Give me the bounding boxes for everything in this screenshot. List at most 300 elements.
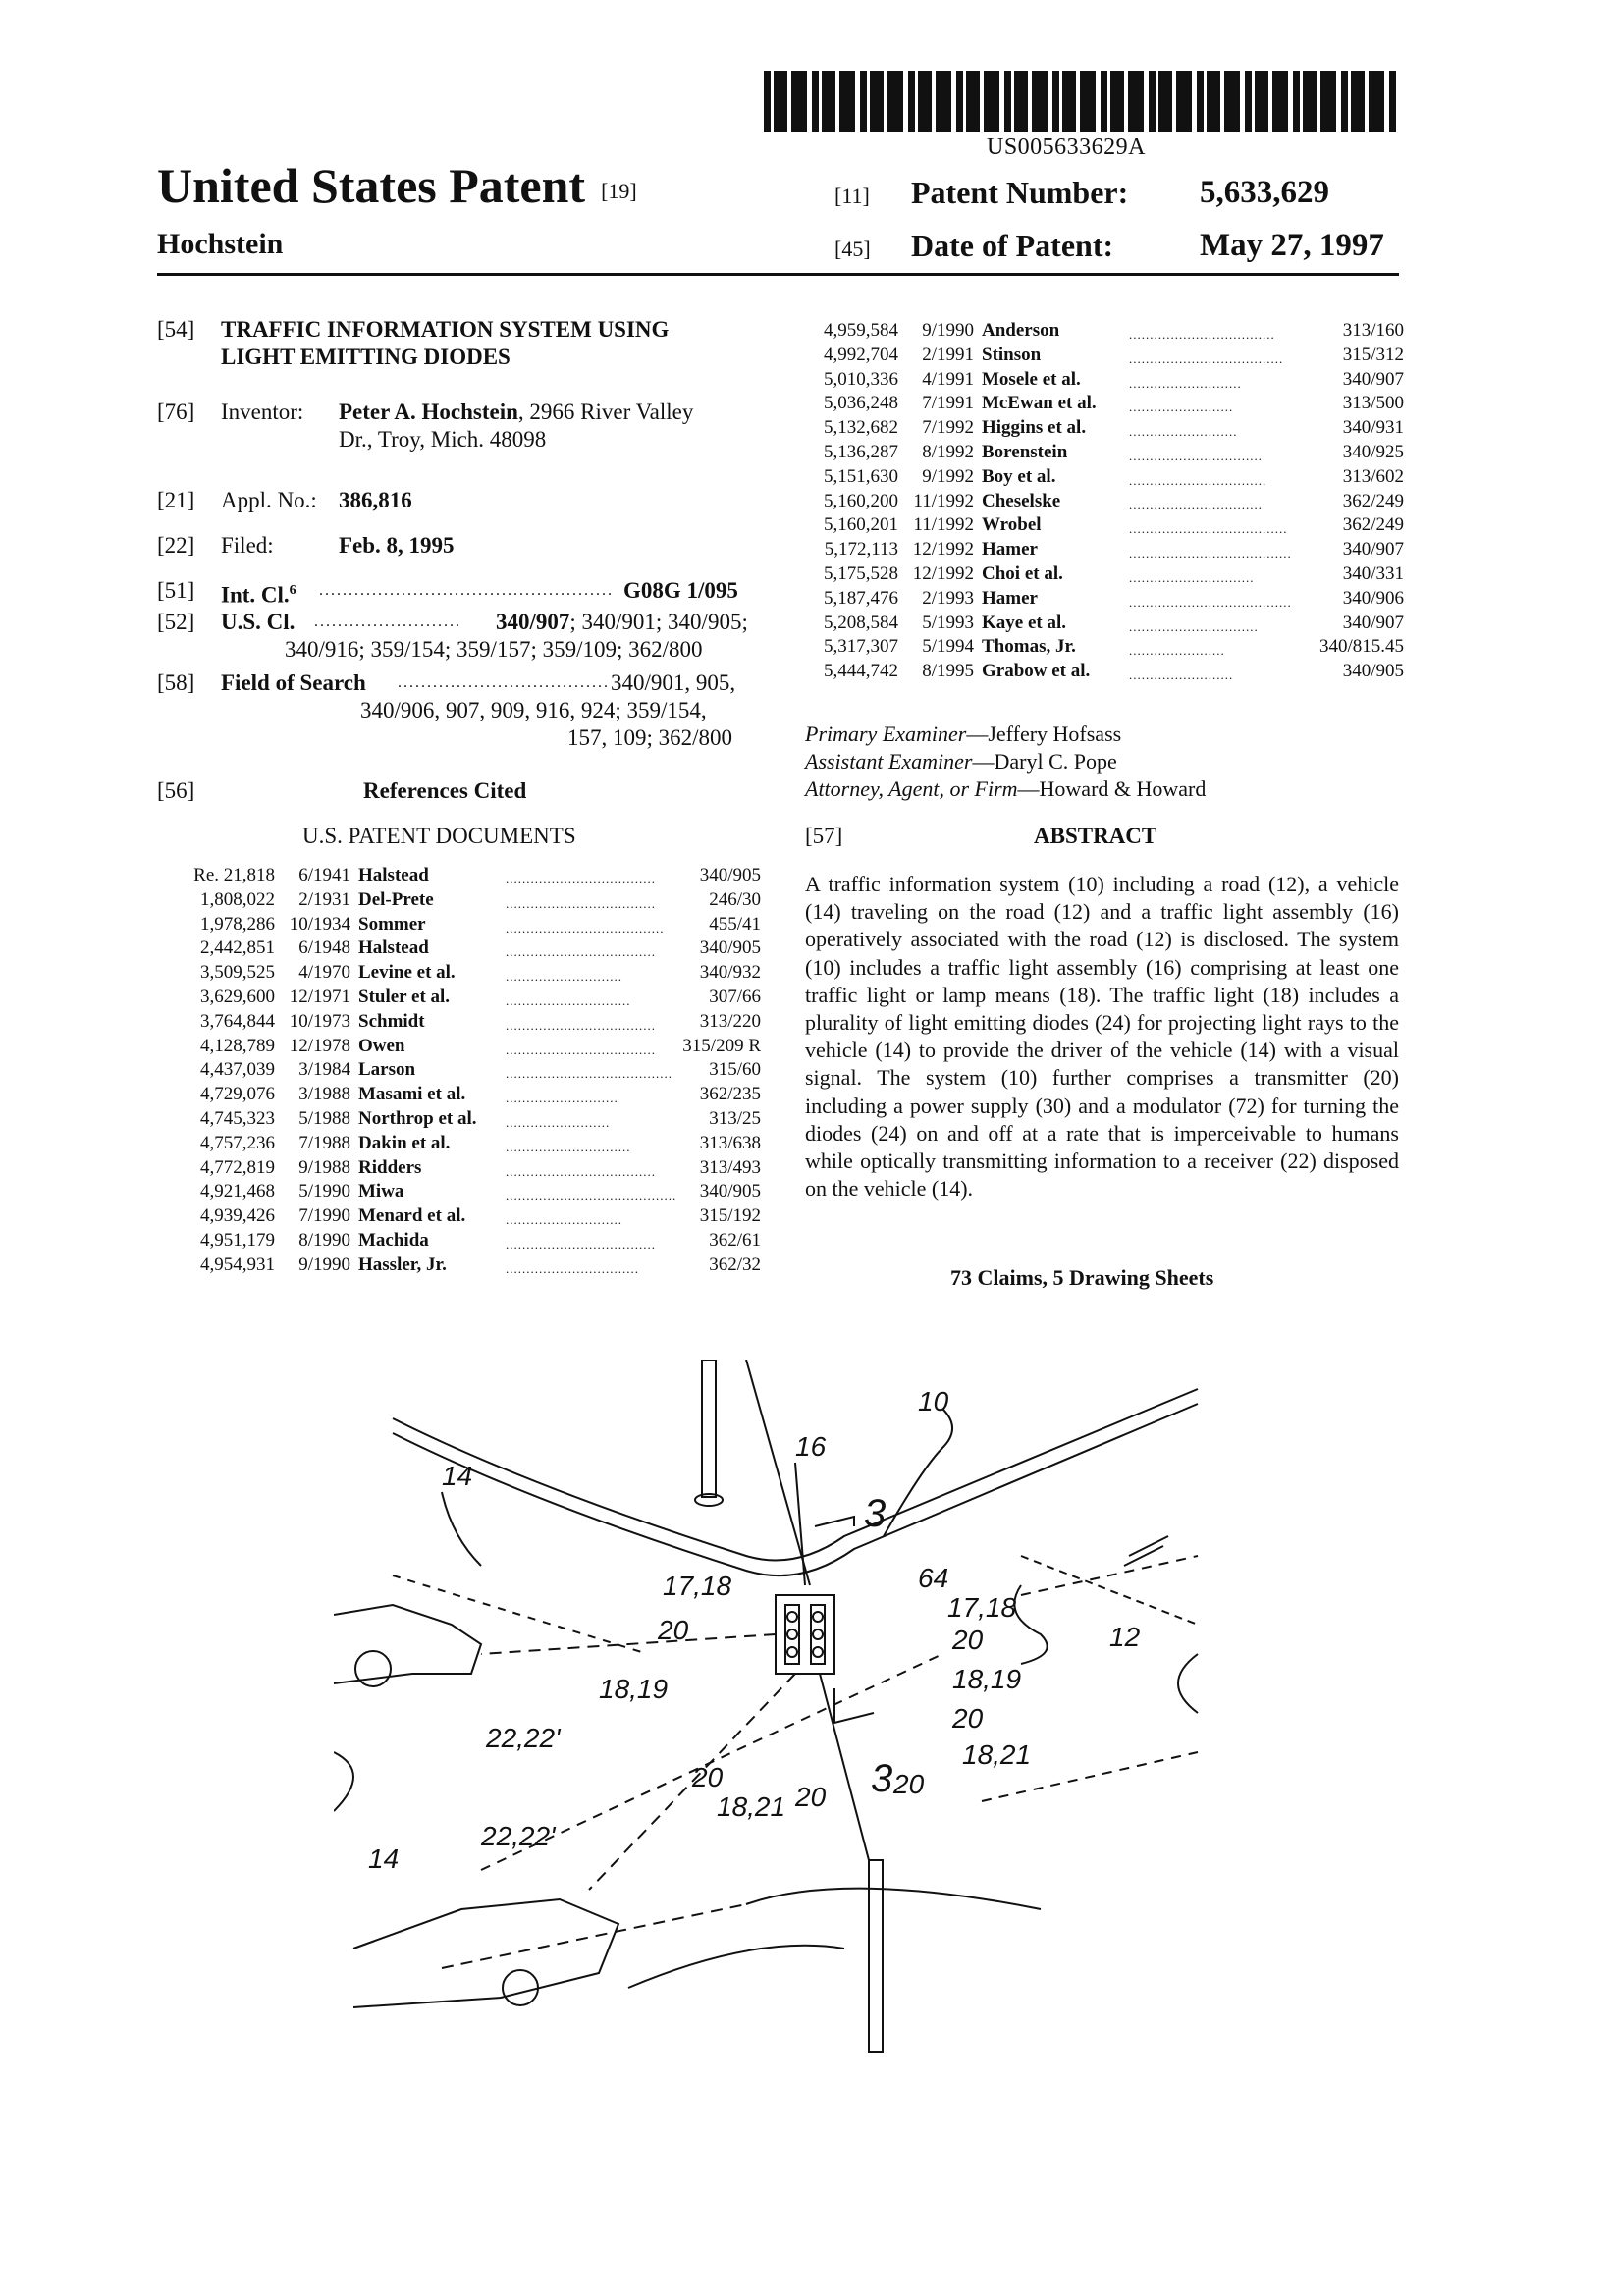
leader-10 — [884, 1409, 952, 1536]
ref-left-patent-no: 4,939,426 — [200, 1205, 275, 1227]
ref-right-class: 362/249 — [1342, 514, 1404, 536]
ref-right-row — [805, 562, 1404, 586]
patent-title — [157, 157, 637, 214]
us-cl-line2: 340/916; 359/154; 359/157; 359/109; 362/800 — [285, 637, 703, 662]
label-3-lower: 3 — [871, 1757, 893, 1800]
ref-right-class: 313/160 — [1342, 320, 1404, 341]
attorney — [805, 775, 1206, 803]
ref-right-date: 4/1991 — [922, 368, 974, 390]
ref-left-dots: .................................... — [506, 1237, 656, 1252]
ref-right-row — [805, 319, 1404, 343]
ref-left-inventor: Stuler et al. — [358, 987, 451, 1007]
assistant-examiner — [805, 748, 1117, 775]
ref-left-dots: ............................ — [506, 969, 622, 985]
ref-right-inventor: Cheselske — [982, 490, 1061, 511]
road-curb-lower-2 — [628, 1946, 844, 1988]
ref-left-row — [182, 1229, 761, 1253]
label-18-19-right: 18,19 — [952, 1664, 1022, 1694]
ref-right-dots: ................................ — [1129, 449, 1263, 463]
ref-right-row — [805, 612, 1404, 635]
section-marker-lower — [834, 1688, 874, 1723]
ref-left-date: 9/1990 — [298, 1254, 350, 1275]
ref-right-row — [805, 416, 1404, 440]
ref-left-class: 340/905 — [699, 865, 761, 885]
int-cl-label-text: Int. Cl. — [221, 582, 290, 608]
ref-left-dots: ............................ — [506, 1212, 622, 1228]
ref-right-dots: ....................................... — [1129, 546, 1292, 561]
search-dots: .................................... — [398, 674, 610, 691]
appl-number: 386,816 — [339, 488, 412, 512]
ref-right-class: 340/925 — [1342, 442, 1404, 462]
ref-right-inventor: Anderson — [982, 320, 1060, 341]
ref-left-class: 340/905 — [699, 1181, 761, 1202]
ref-right-date: 2/1991 — [922, 344, 974, 365]
label-12: 12 — [1109, 1622, 1141, 1652]
appl-field — [157, 487, 766, 516]
ref-right-dots: ..................................... — [1129, 350, 1284, 366]
road-curb-lower — [746, 1889, 1041, 1909]
us-cl-code: [52] — [157, 610, 195, 634]
refs-heading: References Cited — [363, 778, 527, 803]
filed-field — [157, 532, 766, 561]
ref-left-row — [182, 1083, 761, 1106]
ref-left-class: 313/493 — [699, 1156, 761, 1178]
ref-left-class: 315/192 — [699, 1205, 761, 1227]
ref-left-dots: .................................... — [506, 1041, 656, 1057]
patent-number-row — [834, 175, 1404, 214]
ref-left-class: 362/235 — [699, 1084, 761, 1105]
filed-label: Filed: — [221, 533, 274, 558]
ref-right-date: 7/1991 — [922, 393, 974, 414]
ref-right-row — [805, 635, 1404, 659]
search-line2: 340/906, 907, 909, 916, 924; 359/154, — [360, 698, 707, 722]
ref-left-inventor: Miwa — [358, 1181, 404, 1202]
filed-code: [22] — [157, 533, 195, 558]
label-64: 64 — [918, 1563, 949, 1593]
ref-left-class: 313/220 — [699, 1010, 761, 1032]
ref-right-patent-no: 5,175,528 — [824, 563, 898, 584]
primary-examiner-name: —Jeffery Hofsass — [966, 721, 1122, 746]
ref-right-dots: ........................... — [1129, 375, 1242, 391]
title-field-code: [54] — [157, 317, 195, 342]
label-20-right-3: 20 — [893, 1769, 925, 1799]
claims-summary: 73 Claims, 5 Drawing Sheets — [950, 1265, 1214, 1290]
ref-left-class: 362/32 — [709, 1254, 761, 1275]
section-marker-upper — [815, 1517, 854, 1526]
ref-left-row — [182, 1058, 761, 1082]
ref-right-row — [805, 660, 1404, 683]
ref-right-row — [805, 513, 1404, 537]
ref-left-patent-no: 3,629,600 — [200, 987, 275, 1007]
ref-right-date: 5/1994 — [922, 636, 974, 658]
leader-12 — [1014, 1585, 1047, 1664]
ref-right-class: 340/815.45 — [1318, 636, 1404, 658]
ref-left-class: 362/61 — [709, 1230, 761, 1251]
patent-number-code: [11] — [834, 184, 870, 208]
ref-left-patent-no: 1,808,022 — [200, 888, 275, 910]
ref-right-patent-no: 5,172,113 — [824, 539, 898, 561]
ref-right-row — [805, 490, 1404, 513]
patent-number-label: Patent Number: — [911, 175, 1129, 210]
assistant-examiner-label: Assistant Examiner — [805, 749, 973, 774]
ref-left-patent-no: 4,757,236 — [200, 1132, 275, 1153]
ref-left-dots: ......................... — [506, 1115, 611, 1130]
ref-right-date: 9/1990 — [922, 320, 974, 341]
ref-right-dots: ................................... — [1129, 327, 1275, 342]
ref-right-date: 2/1993 — [922, 587, 974, 609]
lane-line-2 — [393, 1575, 648, 1654]
signal-ray-1 — [481, 1634, 776, 1654]
ref-right-row — [805, 344, 1404, 367]
ref-right-date: 11/1992 — [913, 490, 974, 511]
ref-right-patent-no: 5,160,200 — [824, 490, 898, 511]
label-20-lower: 20 — [795, 1782, 827, 1812]
ref-right-inventor: Kaye et al. — [982, 612, 1067, 633]
ref-right-inventor: Wrobel — [982, 514, 1042, 536]
ref-left-row — [182, 1107, 761, 1131]
mast-wire-2 — [820, 1674, 869, 1860]
ref-right-dots: ....................................... — [1129, 594, 1292, 610]
ref-left-patent-no: 4,951,179 — [200, 1230, 275, 1251]
label-18-21-right: 18,21 — [962, 1739, 1032, 1770]
ref-right-date: 11/1992 — [913, 514, 974, 536]
ref-right-patent-no: 5,036,248 — [824, 393, 898, 414]
ref-right-class: 340/907 — [1342, 368, 1404, 390]
ref-left-row — [182, 1132, 761, 1155]
ref-left-dots: .............................. — [506, 993, 631, 1008]
ref-left-date: 7/1990 — [298, 1205, 350, 1227]
int-cl-code: [51] — [157, 578, 195, 603]
abstract-text: A traffic information system (10) including a road (12), a vehicle (14) traveling on the road (12) and a traffic light assembly (16) operatively associated with the road (12) is disclosed. The system (10) includes a traffic light assembly (16) comprising at least one traffic light or lamp means (18). The traffic light (18) includes a plurality of light emitting diodes (24) for projecting light rays to the vehicle (14) to provide the driver of the vehicle (14) with a visual signal. The system (10) further comprises a transmitter (20) including a power supply (30) and a modulator (72) for turning the diodes (24) on and off at a rate that is imperceivable to humans while optically transmitting information to a receiver (22) disposed on the vehicle (14). — [805, 872, 1399, 1201]
ref-right-patent-no: 5,132,682 — [824, 417, 898, 439]
ref-left-dots: .................................... — [506, 944, 656, 960]
label-20-right-2: 20 — [952, 1703, 984, 1734]
ref-left-patent-no: 2,442,851 — [200, 937, 275, 959]
vehicle-lower — [353, 1899, 618, 2007]
ref-right-inventor: Stinson — [982, 344, 1042, 365]
ref-left-inventor: Menard et al. — [358, 1205, 466, 1227]
ref-right-inventor: Thomas, Jr. — [982, 636, 1076, 658]
title-line-1: TRAFFIC INFORMATION SYSTEM USING — [221, 317, 670, 342]
ref-left-class: 313/25 — [709, 1108, 761, 1129]
int-cl-label — [221, 577, 296, 610]
date-value: May 27, 1997 — [1200, 228, 1384, 263]
ref-right-row — [805, 392, 1404, 415]
ref-left-inventor: Hassler, Jr. — [358, 1254, 447, 1275]
ref-left-row — [182, 961, 761, 985]
ref-left-inventor: Owen — [358, 1035, 405, 1056]
ref-left-date: 8/1990 — [298, 1230, 350, 1251]
ref-left-row — [182, 913, 761, 936]
label-17-18-left: 17,18 — [663, 1571, 732, 1601]
label-22-22-lower: 22,22' — [481, 1821, 556, 1851]
ref-left-date: 5/1988 — [298, 1108, 350, 1129]
ref-right-row — [805, 368, 1404, 392]
ref-right-class: 313/500 — [1342, 393, 1404, 414]
references-right — [805, 319, 1404, 702]
ref-left-patent-no: 4,921,468 — [200, 1181, 275, 1202]
ref-left-date: 6/1948 — [298, 937, 350, 959]
abstract-code: [57] — [805, 824, 843, 848]
int-cl-sup: 6 — [289, 583, 296, 598]
curb-right — [1178, 1654, 1198, 1713]
ref-left-patent-no: 4,128,789 — [200, 1035, 275, 1056]
ref-left-date: 5/1990 — [298, 1181, 350, 1202]
ref-left-date: 3/1988 — [298, 1084, 350, 1105]
ref-right-class: 362/249 — [1342, 490, 1404, 511]
ref-left-patent-no: 4,437,039 — [200, 1059, 275, 1081]
ref-right-inventor: Higgins et al. — [982, 417, 1087, 439]
ref-left-date: 3/1984 — [298, 1059, 350, 1081]
ref-right-class: 340/931 — [1342, 417, 1404, 439]
int-cl-dots: .................................................. — [319, 582, 614, 599]
label-20-left-2: 20 — [692, 1762, 724, 1792]
patent-title-text: United States Patent — [157, 158, 586, 213]
ref-left-inventor: Masami et al. — [358, 1084, 466, 1105]
ref-left-row — [182, 1156, 761, 1180]
ref-right-dots: ................................. — [1129, 472, 1267, 488]
ref-left-date: 12/1978 — [289, 1035, 350, 1056]
ref-right-class: 340/906 — [1342, 587, 1404, 609]
us-cl-label: U.S. Cl. — [221, 610, 296, 634]
header-rule — [157, 273, 1399, 276]
ref-right-date: 8/1992 — [922, 442, 974, 462]
ref-right-row — [805, 465, 1404, 489]
ref-right-patent-no: 5,151,630 — [824, 465, 898, 487]
ref-left-inventor: Ridders — [358, 1156, 422, 1178]
ref-right-date: 12/1992 — [912, 539, 974, 561]
ref-right-patent-no: 5,010,336 — [824, 368, 898, 390]
ref-left-dots: .................................... — [506, 1017, 656, 1033]
ref-left-dots: .............................. — [506, 1139, 631, 1154]
inventor-address-1: , 2966 River Valley — [517, 400, 694, 424]
ref-left-inventor: Schmidt — [358, 1010, 425, 1032]
ref-right-class: 340/905 — [1342, 661, 1404, 682]
ref-right-dots: ....................... — [1129, 643, 1225, 659]
inventor-field-code: [76] — [157, 400, 195, 424]
ref-left-date: 6/1941 — [298, 865, 350, 885]
ref-right-row — [805, 587, 1404, 611]
ref-left-date: 9/1988 — [298, 1156, 350, 1178]
ref-right-patent-no: 5,317,307 — [824, 636, 898, 658]
label-3-upper: 3 — [864, 1492, 887, 1535]
curb-left — [334, 1752, 353, 1811]
ref-left-patent-no: 3,509,525 — [200, 962, 275, 984]
ref-right-patent-no: 5,444,742 — [824, 661, 898, 682]
ref-left-inventor: Halstead — [358, 937, 429, 959]
ref-left-date: 7/1988 — [298, 1132, 350, 1153]
document-number: US005633629A — [987, 134, 1147, 160]
ref-right-patent-no: 5,208,584 — [824, 612, 898, 633]
abstract-heading-row — [805, 823, 1404, 852]
us-cl-field — [157, 609, 766, 667]
ref-right-inventor: Choi et al. — [982, 563, 1063, 584]
ref-left-row — [182, 936, 761, 960]
ref-left-inventor: Machida — [358, 1230, 429, 1251]
patent-number-value: 5,633,629 — [1200, 175, 1329, 210]
attorney-name: —Howard & Howard — [1017, 776, 1207, 801]
ref-left-dots: ........................... — [506, 1091, 618, 1106]
label-18-21-left: 18,21 — [717, 1791, 786, 1822]
ref-left-date: 4/1970 — [298, 962, 350, 984]
ref-right-dots: .............................. — [1129, 570, 1255, 585]
primary-examiner — [805, 721, 1121, 748]
ref-right-dots: ............................... — [1129, 618, 1259, 634]
label-16: 16 — [795, 1431, 827, 1462]
leader-14a — [442, 1492, 481, 1566]
ref-right-class: 340/907 — [1342, 539, 1404, 561]
ref-left-inventor: Larson — [358, 1059, 416, 1081]
ref-left-row — [182, 1204, 761, 1228]
vehicle-lower-wheel — [503, 1970, 538, 2005]
ref-right-date: 7/1992 — [922, 417, 974, 439]
ref-left-row — [182, 986, 761, 1009]
ref-left-patent-no: 3,764,844 — [200, 1010, 275, 1032]
ref-right-inventor: Borenstein — [982, 442, 1068, 462]
field-of-search — [157, 669, 766, 758]
ref-left-dots: ................................ — [506, 1260, 639, 1276]
ref-right-inventor: Hamer — [982, 587, 1038, 609]
appl-code: [21] — [157, 488, 195, 512]
ref-right-patent-no: 5,136,287 — [824, 442, 898, 462]
patent-title-code: [19] — [601, 178, 637, 203]
ref-right-inventor: McEwan et al. — [982, 393, 1097, 414]
inventor-label: Inventor: — [221, 400, 304, 424]
patent-drawing — [334, 1360, 1257, 2125]
ref-left-dots: ......................................... — [506, 1188, 677, 1203]
label-22-22-upper: 22,22' — [486, 1723, 561, 1753]
ref-left-date: 2/1931 — [298, 888, 350, 910]
ref-left-class: 315/60 — [709, 1059, 761, 1081]
title-line-2: LIGHT EMITTING DIODES — [221, 345, 511, 369]
ref-left-date: 10/1934 — [289, 913, 350, 934]
label-18-19-left: 18,19 — [599, 1674, 669, 1704]
attorney-label: Attorney, Agent, or Firm — [805, 776, 1018, 801]
inventor-surname: Hochstein — [157, 228, 284, 260]
ref-left-date: 12/1971 — [289, 987, 350, 1007]
barcode — [764, 71, 1397, 132]
primary-examiner-label: Primary Examiner — [805, 721, 967, 746]
ref-right-patent-no: 4,959,584 — [824, 320, 898, 341]
ref-right-patent-no: 4,992,704 — [824, 344, 898, 365]
ref-left-row — [182, 1180, 761, 1203]
ref-left-dots: ........................................ — [506, 1066, 672, 1082]
label-14-upper: 14 — [442, 1461, 473, 1491]
int-cl-value: G08G 1/095 — [623, 578, 738, 603]
ref-left-patent-no: 4,772,819 — [200, 1156, 275, 1178]
ref-left-class: 455/41 — [709, 913, 761, 934]
inventor-name: Peter A. Hochstein — [339, 400, 518, 424]
us-docs-heading-row — [157, 823, 766, 852]
ref-right-dots: ...................................... — [1129, 521, 1288, 537]
lane-line-3 — [1021, 1556, 1198, 1595]
ref-right-inventor: Hamer — [982, 539, 1038, 561]
ref-left-class: 340/905 — [699, 937, 761, 959]
pole-upper — [702, 1360, 716, 1497]
ref-left-row — [182, 1254, 761, 1277]
ref-left-row — [182, 1010, 761, 1034]
ref-right-class: 315/312 — [1342, 344, 1404, 365]
filed-date: Feb. 8, 1995 — [339, 533, 455, 558]
search-label: Field of Search — [221, 670, 366, 695]
ref-left-inventor: Dakin et al. — [358, 1132, 451, 1153]
label-10: 10 — [918, 1386, 949, 1416]
date-label: Date of Patent: — [911, 228, 1114, 263]
ref-right-date: 12/1992 — [912, 563, 974, 584]
ref-right-class: 340/907 — [1342, 612, 1404, 633]
ref-right-date: 5/1993 — [922, 612, 974, 633]
ref-left-class: 246/30 — [709, 888, 761, 910]
abstract-heading: ABSTRACT — [1034, 824, 1157, 848]
us-cl-rest: ; 340/901; 340/905; — [569, 610, 748, 634]
leader-16 — [795, 1463, 805, 1585]
ref-left-date: 10/1973 — [289, 1010, 350, 1032]
us-cl-primary: 340/907 — [496, 610, 570, 634]
ref-right-class: 313/602 — [1342, 465, 1404, 487]
ref-left-row — [182, 888, 761, 912]
mast-wire-1 — [746, 1360, 810, 1585]
ref-right-dots: ......................... — [1129, 400, 1234, 415]
search-line1: 340/901, 905, — [611, 670, 736, 695]
ref-right-row — [805, 441, 1404, 464]
ref-right-patent-no: 5,187,476 — [824, 587, 898, 609]
ref-left-inventor: Sommer — [358, 913, 426, 934]
label-14-lower: 14 — [368, 1843, 400, 1874]
appl-label: Appl. No.: — [221, 488, 317, 512]
date-code: [45] — [834, 237, 871, 261]
pole-upper-base — [695, 1494, 723, 1506]
ref-left-inventor: Halstead — [358, 865, 429, 885]
label-17-18-right: 17,18 — [947, 1592, 1017, 1623]
label-20-right-1: 20 — [952, 1625, 984, 1655]
ref-right-row — [805, 538, 1404, 561]
ref-left-patent-no: 4,729,076 — [200, 1084, 275, 1105]
us-cl-dots: ......................... — [314, 614, 461, 630]
label-20-left-1: 20 — [658, 1615, 689, 1645]
ref-left-dots: .................................... — [506, 895, 656, 911]
ref-left-patent-no: 4,954,931 — [200, 1254, 275, 1275]
ref-right-dots: .......................... — [1129, 424, 1238, 440]
refs-code: [56] — [157, 778, 195, 803]
lane-mark — [1124, 1536, 1168, 1566]
ref-right-patent-no: 5,160,201 — [824, 514, 898, 536]
title-field — [157, 316, 766, 375]
us-docs-heading: U.S. PATENT DOCUMENTS — [302, 824, 576, 848]
ref-right-dots: ................................ — [1129, 497, 1263, 512]
road-curb-upper-inner — [393, 1404, 1198, 1575]
ref-right-date: 8/1995 — [922, 661, 974, 682]
ref-right-inventor: Mosele et al. — [982, 368, 1081, 390]
ref-left-inventor: Del-Prete — [358, 888, 434, 910]
ref-left-class: 313/638 — [699, 1132, 761, 1153]
ref-left-dots: ...................................... — [506, 920, 665, 935]
ref-left-class: 315/209 R — [682, 1035, 761, 1056]
int-cl-field — [157, 577, 766, 607]
references-cited — [157, 777, 766, 807]
ref-left-inventor: Levine et al. — [358, 962, 456, 984]
ref-left-class: 340/932 — [699, 962, 761, 984]
references-left — [182, 864, 761, 1296]
ref-left-patent-no: Re. 21,818 — [193, 865, 275, 885]
ref-left-class: 307/66 — [709, 987, 761, 1007]
search-line3: 157, 109; 362/800 — [567, 725, 733, 750]
ref-left-patent-no: 1,978,286 — [200, 913, 275, 934]
ref-right-class: 340/331 — [1342, 563, 1404, 584]
date-of-patent-row — [834, 228, 1404, 267]
search-code: [58] — [157, 670, 195, 695]
ref-left-dots: .................................... — [506, 1163, 656, 1179]
ref-left-dots: .................................... — [506, 872, 656, 886]
